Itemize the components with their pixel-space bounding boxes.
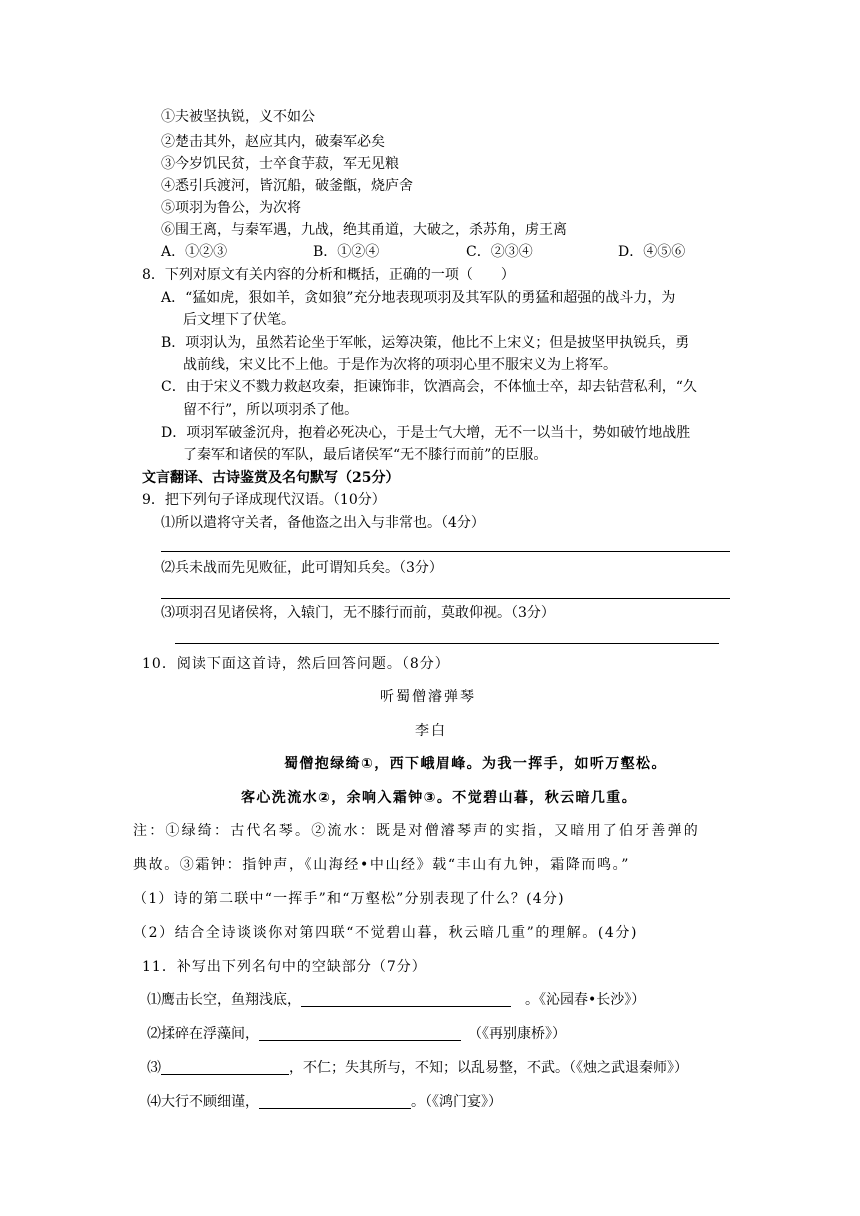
q11-item-1	[147, 991, 645, 1009]
q10-sub-question-2: （2）结合全诗谈谈你对第四联“不觉碧山暮，秋云暗几重”的理解。(4分)	[133, 925, 639, 941]
poem-author: 李白	[415, 723, 447, 739]
q9-answer-line-3[interactable]	[175, 643, 719, 644]
q8-option-c-line1: C．由于宋义不戮力救赵攻秦，拒谏饰非，饮酒高会，不体恤士卒，却去钻营私利，“久	[161, 379, 697, 395]
section-heading: 文言翻译、古诗鉴赏及名句默写（25分）	[142, 470, 400, 486]
q9-sentence-1: ⑴所以遣将守关者，备他盗之出入与非常也。（4分）	[161, 515, 485, 531]
q11-item-4-text: ⑷大行不顾细谨，	[147, 1094, 259, 1110]
q11-item-2-source: （《再别康桥》）	[468, 1026, 566, 1042]
q11-item-2	[147, 1025, 566, 1043]
q8-option-d-line1: D．项羽军破釜沉舟，抱着必死决心，于是士气大增，无不一以当十，势如破竹地战胜	[161, 425, 691, 441]
q9-answer-line-1[interactable]	[161, 551, 730, 552]
q8-option-b-line1: B．项羽认为，虽然若论坐于军帐，运筹决策，他比不上宋义；但是披坚甲执锐兵，勇	[161, 335, 690, 351]
q11-item-4	[147, 1093, 502, 1111]
poem-note-line-1: 注：①绿绮：古代名琴。②流水：既是对僧濬琴声的实指，又暗用了伯牙善弹的	[133, 823, 700, 839]
q11-blank-2[interactable]	[259, 1026, 461, 1041]
q11-item-1-source: 。《沁园春•长沙》）	[525, 992, 646, 1008]
q7-item-1: ①夫被坚执锐，义不如公	[161, 109, 315, 125]
q7-item-4: ④悉引兵渡河，皆沉船，破釜甑，烧庐舍	[161, 178, 413, 194]
q10-sub-question-1: （1）诗的第二联中“一挥手”和“万壑松”分别表现了什么？(4分)	[133, 891, 565, 907]
poem-line-1: 蜀僧抱绿绮①，西下峨眉峰。为我一挥手，如听万壑松。	[284, 756, 667, 772]
q7-option-b: B．①②④	[313, 244, 380, 260]
poem-line-2: 客心洗流水②，余响入霜钟③。不觉碧山暮，秋云暗几重。	[241, 790, 638, 806]
q7-item-2: ②楚击其外，赵应其内，破秦军必矣	[161, 134, 385, 150]
q11-item-1-text: ⑴鹰击长空，鱼翔浅底，	[147, 992, 301, 1008]
q8-stem: 8．下列对原文有关内容的分析和概括，正确的一项（ ）	[142, 267, 515, 283]
q9-sentence-2: ⑵兵未战而先见败征，此可谓知兵矣。（3分）	[161, 560, 443, 576]
q9-stem: 9．把下列句子译成现代汉语。（10分）	[142, 492, 386, 508]
q8-option-a-line1: A．“猛如虎，狠如羊，贪如狼”充分地表现项羽及其军队的勇猛和超强的战斗力，为	[161, 290, 676, 306]
poem-note-line-2: 典故。③霜钟：指钟声，《山海经•中山经》载“丰山有九钟，霜降而鸣。”	[133, 857, 630, 873]
q11-item-4-source: 。（《鸿门宴》）	[411, 1094, 502, 1110]
q7-option-a: A．①②③	[161, 244, 228, 260]
q11-item-2-text: ⑵揉碎在浮藻间，	[147, 1026, 259, 1042]
q7-item-3: ③今岁饥民贫，士卒食芋菽，军无见粮	[161, 156, 399, 172]
q11-item-3	[147, 1059, 688, 1077]
q11-stem: 11．补写出下列名句中的空缺部分（7分）	[142, 959, 427, 975]
q8-option-d-line2: 了秦军和诸侯的军队，最后诸侯军“无不膝行而前”的臣服。	[183, 447, 548, 463]
poem-title: 听蜀僧濬弹琴	[380, 689, 476, 705]
q9-sentence-3: ⑶项羽召见诸侯将，入辕门，无不膝行而前，莫敢仰视。（3分）	[161, 605, 555, 621]
q8-option-c-line2: 留不行”，所以项羽杀了他。	[183, 402, 359, 418]
q11-blank-3[interactable]	[161, 1060, 289, 1075]
q8-option-b-line2: 战前线，宋义比不上他。于是作为次将的项羽心里不服宋义为上将军。	[183, 357, 617, 373]
q7-item-5: ⑤项羽为鲁公，为次将	[161, 200, 301, 216]
q11-blank-4[interactable]	[259, 1094, 411, 1109]
q10-stem: 10．阅读下面这首诗，然后回答问题。（8分）	[142, 656, 450, 672]
q8-option-a-line2: 后文埋下了伏笔。	[183, 312, 295, 328]
q11-item-3-source: ，不仁；失其所与，不知；以乱易整，不武。（《烛之武退秦师》）	[289, 1060, 688, 1076]
q7-option-d: D．④⑤⑥	[618, 244, 686, 260]
q7-option-c: C．②③④	[466, 244, 533, 260]
q7-item-6: ⑥围王离，与秦军遇，九战，绝其甬道，大破之，杀苏角，虏王离	[161, 222, 567, 238]
q11-item-3-text: ⑶	[147, 1060, 161, 1076]
q11-blank-1[interactable]	[301, 992, 511, 1007]
q9-answer-line-2[interactable]	[161, 598, 730, 599]
